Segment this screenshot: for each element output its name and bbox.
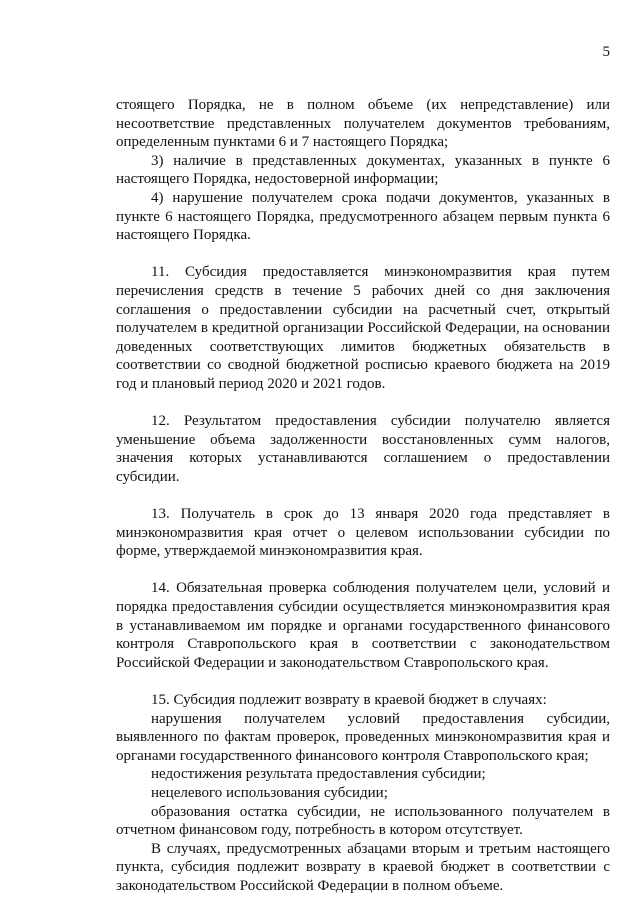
paragraph-clause-12: 12. Результатом предоставления субсидии получателю является уменьшение объема задолженности восстановленных сумм налогов, значения которых устанавливаются соглашением о предоставлении субсидии. (116, 413, 610, 485)
document-body (116, 96, 610, 896)
paragraph-case-misuse: нецелевого использования субсидии; (151, 784, 388, 801)
paragraph-case-result: недостижения результата предоставления субсидии; (151, 766, 486, 783)
paragraph-item-3: 3) наличие в представленных документах, указанных в пункте 6 настоящего Порядка, недостоверной информации; (116, 152, 610, 188)
paragraph-continuation: стоящего Порядка, не в полном объеме (их непредставление) или несоответствие представленных получателем документов требованиям, определенным пунктами 6 и 7 настоящего Порядка; (116, 97, 610, 151)
paragraph-refund-conditions: В случаях, предусмотренных абзацами вторым и третьим настоящего пункта, субсидия подлежит возврату в краевой бюджет в соответствии с законодательством Российской Федерации в полном объеме. (116, 840, 610, 894)
paragraph-clause-14: 14. Обязательная проверка соблюдения получателем цели, условий и порядка предоставления субсидии осуществляется минэкономразвития края в устанавливаемом им порядке и органами государственного финансового контроля Ставропольского края в соответствии с законодательством Российской Федерации и законодательством Ставропольского края. (116, 580, 610, 671)
paragraph-item-4: 4) нарушение получателем срока подачи документов, указанных в пункте 6 настоящего Порядка, предусмотренного абзацем первым пункта 6 настоящего Порядка. (116, 189, 610, 244)
page-number: 5 (602, 44, 610, 60)
paragraph-clause-15: 15. Субсидия подлежит возврату в краевой бюджет в случаях: (151, 692, 547, 708)
paragraph-clause-11: 11. Субсидия предоставляется минэкономразвития края путем перечисления средств в течение 5 рабочих дней со дня заключения соглашения о предоставлении субсидии на расчетный счет, открытый получателем в кредитной организации Российской Федерации, на основании доведенных соответствующих лимитов бюджетных обязательств в соответствии со сводной бюджетной росписью краевого бюджета на 2019 год и плановый период 2020 и 2021 годов. (116, 264, 610, 392)
paragraph-case-violation: нарушения получателем условий предоставления субсидии, выявленного по фактам проверок, проведенных минэкономразвития края и органами государственного финансового контроля Ставропольского края; (116, 710, 610, 764)
paragraph-case-remainder: образования остатка субсидии, не использованного получателем в отчетном финансовом году, потребность в котором отсутствует. (116, 803, 610, 839)
paragraph-clause-13: 13. Получатель в срок до 13 января 2020 года представляет в минэкономразвития края отчет о целевом использовании субсидии по форме, утверждаемой минэкономразвития края. (116, 506, 610, 560)
